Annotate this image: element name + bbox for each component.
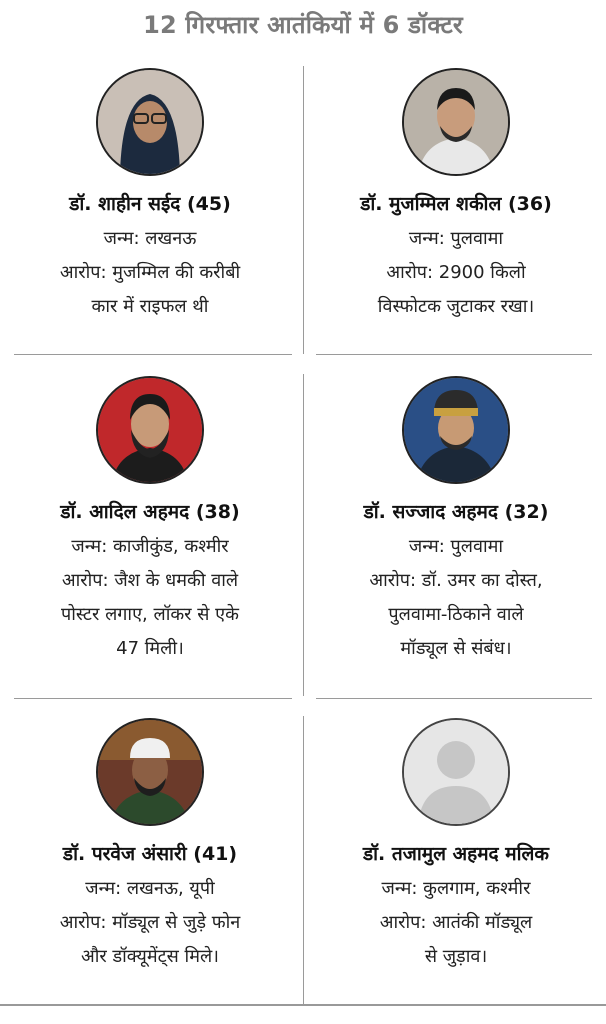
column-divider (303, 374, 304, 696)
allegation-line: आरोप: 2900 किलो (386, 262, 526, 283)
profile-card (0, 718, 300, 974)
allegation-line: आरोप: जैश के धमकी वाले (61, 570, 239, 591)
allegation-line: आरोप: मॉड्यूल से जुड़े फोन (59, 912, 241, 933)
profile-card (0, 376, 300, 666)
person-name: डॉ. शाहीन सईद (45) (69, 193, 231, 215)
person-photo-icon (96, 718, 204, 826)
birthplace: जन्म: पुलवामा (408, 228, 504, 249)
row-divider (14, 354, 292, 355)
column-divider (303, 66, 304, 354)
allegation-line: विस्फोटक जुटाकर रखा। (377, 296, 535, 317)
profile-card (306, 718, 606, 974)
allegation-line: पोस्टर लगाए, लॉकर से एके (61, 604, 239, 625)
allegation-line: मॉड्यूल से संबंध। (400, 638, 512, 659)
row-divider (316, 698, 592, 699)
birthplace: जन्म: लखनऊ, यूपी (85, 878, 215, 899)
person-photo-icon (402, 68, 510, 176)
profile-card (0, 68, 300, 324)
row-divider (316, 354, 592, 355)
person-name: डॉ. सज्जाद अहमद (32) (363, 501, 549, 523)
birthplace: जन्म: पुलवामा (408, 536, 504, 557)
allegation-line: आरोप: आतंकी मॉड्यूल (379, 912, 533, 933)
person-name: डॉ. आदिल अहमद (38) (60, 501, 240, 523)
page-title: 12 गिरफ्तार आतंकियों में 6 डॉक्टर (143, 11, 463, 39)
person-name: डॉ. तजामुल अहमद मलिक (362, 843, 550, 865)
person-name: डॉ. मुजम्मिल शकील (36) (360, 193, 552, 215)
allegation-line: और डॉक्यूमेंट्स मिले। (80, 946, 220, 967)
column-divider (303, 716, 304, 1006)
person-photo-icon (96, 376, 204, 484)
person-photo-icon (96, 68, 204, 176)
birthplace: जन्म: कुलगाम, कश्मीर (381, 878, 531, 899)
profiles-grid (0, 48, 606, 1008)
allegation-line: कार में राइफल थी (91, 296, 209, 317)
birthplace: जन्म: काजीकुंड, कश्मीर (71, 536, 229, 557)
default-user-icon (402, 718, 510, 826)
allegation-line: आरोप: मुजम्मिल की करीबी (59, 262, 241, 283)
allegation-line: पुलवामा-ठिकाने वाले (388, 604, 524, 625)
birthplace: जन्म: लखनऊ (103, 228, 197, 249)
allegation-line: आरोप: डॉ. उमर का दोस्त, (369, 570, 543, 591)
bottom-divider (0, 1004, 606, 1006)
row-divider (14, 698, 292, 699)
allegation-line: से जुड़ाव। (424, 946, 488, 967)
profile-card (306, 376, 606, 666)
person-photo-icon (402, 376, 510, 484)
profile-card (306, 68, 606, 324)
allegation-line: 47 मिली। (116, 638, 184, 659)
person-name: डॉ. परवेज अंसारी (41) (62, 843, 238, 865)
